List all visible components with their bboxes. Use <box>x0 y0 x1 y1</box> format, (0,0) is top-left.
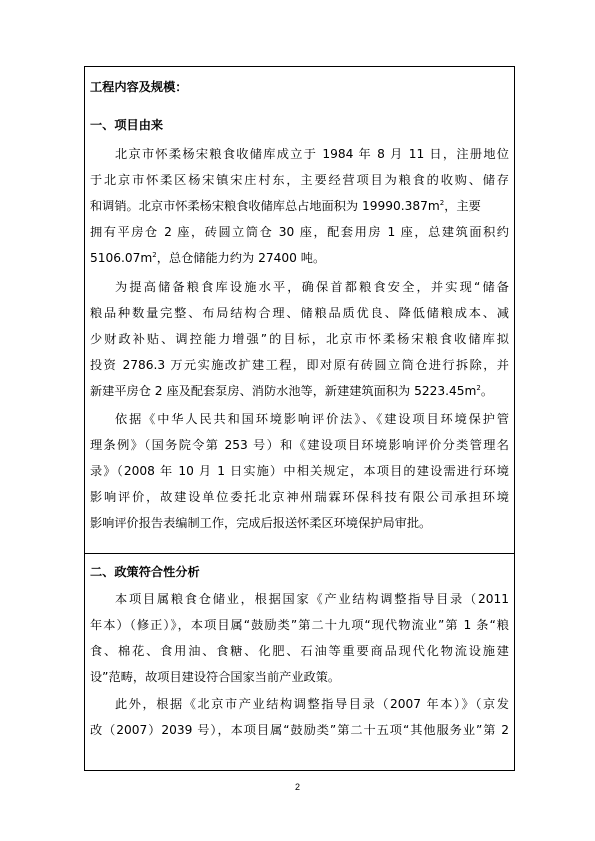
paragraph-text: ，总仓储能力约为 27400 吨。 <box>156 251 326 265</box>
paragraph-text: 。 <box>480 384 493 398</box>
superscript: 2 <box>476 383 481 392</box>
document-table-frame <box>84 66 515 771</box>
paragraph-text: 和调销。北京市怀柔杨宋粮食收储库总占地面积为 19990.387m <box>90 199 440 213</box>
paragraph-text: ，主要 <box>444 199 481 213</box>
paragraph-line: 粮品种数量完整、布局结构合理、储粮品质优良、降低储粮成本、减 <box>90 306 509 320</box>
page-number: 2 <box>294 782 300 792</box>
paragraph-line: 录》（2008 年 10 月 1 日实施）中相关规定，本项目的建设需进行环境 <box>90 464 509 478</box>
paragraph-line <box>90 384 509 398</box>
paragraph-line: 本项目属粮食仓储业，根据国家《产业结构调整指导目录（2011 <box>115 592 509 606</box>
paragraph-line <box>90 199 509 213</box>
paragraph-line: 影响评价报告表编制工作，完成后报送怀柔区环境保护局审批。 <box>90 516 432 530</box>
superscript: 2 <box>439 198 445 207</box>
section-heading-project-content: 工程内容及规模： <box>90 80 188 94</box>
paragraph-line: 少财政补贴、调控能力增强”的目标，北京市怀柔杨宋粮食收储库拟 <box>90 332 509 346</box>
paragraph-text: 新建平房仓 2 座及配套泵房、消防水池等，新建建筑面积为 5223.45m <box>90 384 477 398</box>
table-divider <box>85 553 514 554</box>
paragraph-line: 改（2007）2039 号），本项目属“鼓励类”第二十五项“其他服务业”第 2 <box>90 723 509 737</box>
section-heading-project-origin: 一、项目由来 <box>90 118 164 132</box>
section-heading-policy-analysis: 二、政策符合性分析 <box>90 565 200 579</box>
paragraph-text: 5106.07m <box>90 251 153 265</box>
paragraph-line: 食、棉花、食用油、食糖、化肥、石油等重要商品现代化物流设施建 <box>90 644 509 658</box>
superscript: 2 <box>152 250 157 259</box>
paragraph-line: 年本）（修正）》，本项目属“鼓励类”第二十九项“现代物流业”第 1 条“粮 <box>90 618 509 632</box>
paragraph-line: 北京市怀柔杨宋粮食收储库成立于 1984 年 8 月 11 日，注册地位 <box>115 147 509 161</box>
paragraph-line: 为提高储备粮食库设施水平，确保首都粮食安全，并实现“储备 <box>115 280 509 294</box>
paragraph-line: 设”范畴，故项目建设符合国家当前产业政策。 <box>90 670 341 684</box>
paragraph-line: 依据《中华人民共和国环境影响评价法》、《建设项目环境保护管 <box>115 412 509 426</box>
paragraph-line: 投资 2786.3 万元实施改扩建工程，即对原有砖圆立筒仓进行拆除，并 <box>90 358 509 372</box>
paragraph-line <box>90 251 509 265</box>
paragraph-line: 于北京市怀柔区杨宋镇宋庄村东，主要经营项目为粮食的收购、储存 <box>90 173 509 187</box>
paragraph-line: 理条例》（国务院令第 253 号）和《建设项目环境影响评价分类管理名 <box>90 438 509 452</box>
paragraph-line: 此外，根据《北京市产业结构调整指导目录（2007 年本）》（京发 <box>115 697 509 711</box>
paragraph-line: 拥有平房仓 2 座，砖圆立筒仓 30 座，配套用房 1 座，总建筑面积约 <box>90 225 509 239</box>
paragraph-line: 影响评价，故建设单位委托北京神州瑞霖环保科技有限公司承担环境 <box>90 490 509 504</box>
